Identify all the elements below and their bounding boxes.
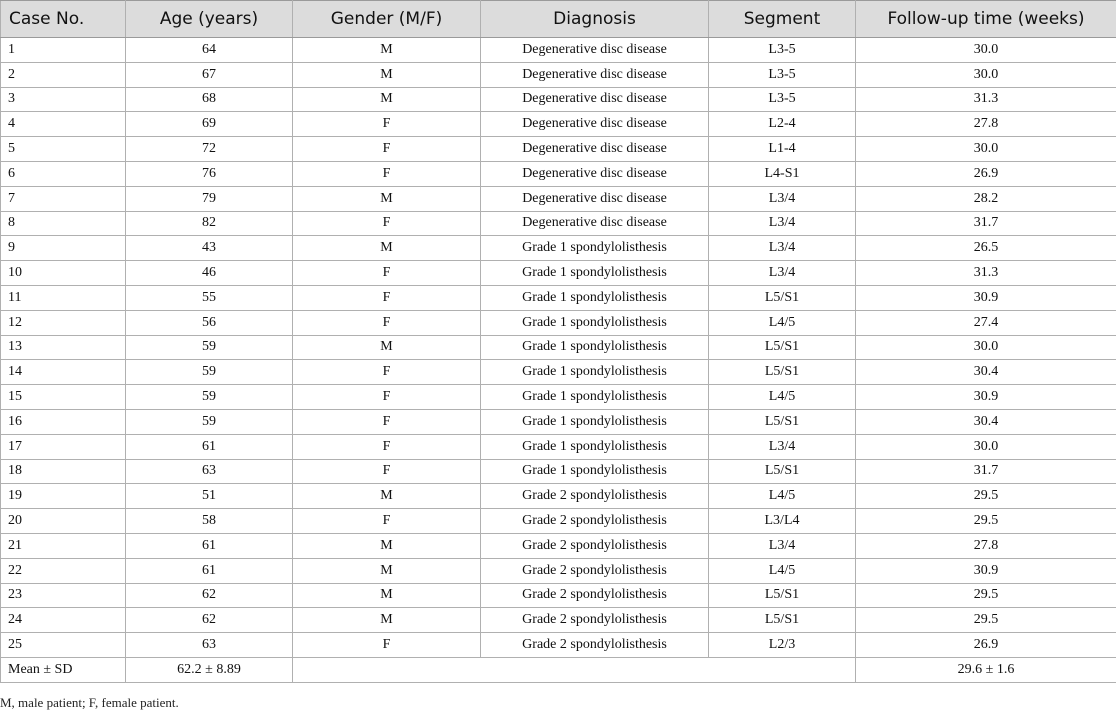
- header-case-no: Case No.: [1, 1, 126, 38]
- cell-followup: 30.4: [856, 360, 1116, 385]
- cell-age: 68: [126, 87, 293, 112]
- cell-followup: 29.5: [856, 509, 1116, 534]
- table-row: [1, 335, 1116, 360]
- cell-age: 69: [126, 112, 293, 137]
- cell-followup: 27.8: [856, 112, 1116, 137]
- cell-case-no: 24: [1, 608, 126, 633]
- cell-segment: L2-4: [709, 112, 856, 137]
- cell-case-no: 20: [1, 509, 126, 534]
- cell-segment: L5/S1: [709, 360, 856, 385]
- header-segment: Segment: [709, 1, 856, 38]
- cell-gender: F: [293, 112, 481, 137]
- cell-gender: F: [293, 459, 481, 484]
- cell-age: 62: [126, 583, 293, 608]
- cell-case-no: 22: [1, 558, 126, 583]
- cell-segment: L4/5: [709, 558, 856, 583]
- cell-gender: F: [293, 434, 481, 459]
- cell-diagnosis: Grade 1 spondylolisthesis: [481, 310, 709, 335]
- cell-diagnosis: Degenerative disc disease: [481, 211, 709, 236]
- cell-case-no: 23: [1, 583, 126, 608]
- cell-segment: L2/3: [709, 633, 856, 658]
- cell-diagnosis: Grade 2 spondylolisthesis: [481, 484, 709, 509]
- cell-segment: L3/4: [709, 186, 856, 211]
- cell-segment: L3-5: [709, 62, 856, 87]
- cell-gender: M: [293, 335, 481, 360]
- cell-age: 55: [126, 285, 293, 310]
- header-age: Age (years): [126, 1, 293, 38]
- cell-diagnosis: Degenerative disc disease: [481, 38, 709, 63]
- cell-followup: 29.5: [856, 608, 1116, 633]
- cell-gender: F: [293, 509, 481, 534]
- cell-followup: 30.4: [856, 409, 1116, 434]
- cell-diagnosis: Grade 2 spondylolisthesis: [481, 558, 709, 583]
- cell-case-no: 10: [1, 261, 126, 286]
- cell-segment: L4/5: [709, 385, 856, 410]
- cell-followup: 30.0: [856, 137, 1116, 162]
- cell-age: 59: [126, 409, 293, 434]
- table-row: [1, 360, 1116, 385]
- cell-age: 72: [126, 137, 293, 162]
- cell-age: 61: [126, 533, 293, 558]
- cell-gender: M: [293, 484, 481, 509]
- cell-followup: 30.0: [856, 38, 1116, 63]
- header-followup: Follow-up time (weeks): [856, 1, 1116, 38]
- summary-empty: [293, 657, 856, 682]
- cell-followup: 30.0: [856, 62, 1116, 87]
- table-row: [1, 186, 1116, 211]
- cell-case-no: 9: [1, 236, 126, 261]
- table-footnote: M, male patient; F, female patient.: [0, 695, 179, 710]
- cell-gender: F: [293, 385, 481, 410]
- cell-diagnosis: Grade 1 spondylolisthesis: [481, 360, 709, 385]
- cell-gender: F: [293, 285, 481, 310]
- cell-age: 76: [126, 161, 293, 186]
- cell-segment: L5/S1: [709, 285, 856, 310]
- cell-followup: 29.5: [856, 484, 1116, 509]
- cell-age: 56: [126, 310, 293, 335]
- cell-followup: 31.3: [856, 87, 1116, 112]
- table-row: [1, 261, 1116, 286]
- cell-segment: L5/S1: [709, 459, 856, 484]
- cell-followup: 30.0: [856, 434, 1116, 459]
- table-row: [1, 112, 1116, 137]
- cell-gender: F: [293, 409, 481, 434]
- cell-gender: M: [293, 236, 481, 261]
- cell-age: 82: [126, 211, 293, 236]
- cell-diagnosis: Grade 2 spondylolisthesis: [481, 633, 709, 658]
- cell-diagnosis: Degenerative disc disease: [481, 161, 709, 186]
- summary-row: [1, 657, 1116, 682]
- cell-diagnosis: Grade 1 spondylolisthesis: [481, 261, 709, 286]
- table-body: [1, 38, 1116, 683]
- cell-age: 59: [126, 385, 293, 410]
- cell-age: 59: [126, 360, 293, 385]
- cell-gender: M: [293, 583, 481, 608]
- cell-gender: M: [293, 38, 481, 63]
- cell-gender: F: [293, 137, 481, 162]
- cell-gender: M: [293, 608, 481, 633]
- cell-gender: F: [293, 211, 481, 236]
- cell-diagnosis: Degenerative disc disease: [481, 62, 709, 87]
- cell-age: 67: [126, 62, 293, 87]
- cell-diagnosis: Grade 2 spondylolisthesis: [481, 608, 709, 633]
- cell-age: 61: [126, 558, 293, 583]
- cell-followup: 31.3: [856, 261, 1116, 286]
- table-row: [1, 161, 1116, 186]
- cell-followup: 29.5: [856, 583, 1116, 608]
- cell-followup: 30.9: [856, 285, 1116, 310]
- cell-case-no: 12: [1, 310, 126, 335]
- cell-case-no: 8: [1, 211, 126, 236]
- cell-segment: L4/5: [709, 310, 856, 335]
- cell-diagnosis: Degenerative disc disease: [481, 112, 709, 137]
- cell-diagnosis: Grade 2 spondylolisthesis: [481, 533, 709, 558]
- cell-followup: 30.9: [856, 385, 1116, 410]
- cell-diagnosis: Grade 2 spondylolisthesis: [481, 583, 709, 608]
- cell-segment: L5/S1: [709, 335, 856, 360]
- cell-case-no: 19: [1, 484, 126, 509]
- cell-followup: 27.8: [856, 533, 1116, 558]
- cell-diagnosis: Degenerative disc disease: [481, 186, 709, 211]
- cell-segment: L3-5: [709, 87, 856, 112]
- cell-segment: L1-4: [709, 137, 856, 162]
- table-row: [1, 87, 1116, 112]
- table-row: [1, 236, 1116, 261]
- cell-case-no: 3: [1, 87, 126, 112]
- table-row: [1, 509, 1116, 534]
- cell-gender: F: [293, 360, 481, 385]
- cell-case-no: 7: [1, 186, 126, 211]
- cell-age: 61: [126, 434, 293, 459]
- cell-gender: M: [293, 87, 481, 112]
- cell-age: 46: [126, 261, 293, 286]
- cell-diagnosis: Grade 1 spondylolisthesis: [481, 285, 709, 310]
- cell-age: 43: [126, 236, 293, 261]
- cell-case-no: 6: [1, 161, 126, 186]
- cell-segment: L5/S1: [709, 608, 856, 633]
- cell-case-no: 14: [1, 360, 126, 385]
- cell-case-no: 18: [1, 459, 126, 484]
- table-row: [1, 62, 1116, 87]
- cell-gender: M: [293, 558, 481, 583]
- cell-gender: F: [293, 261, 481, 286]
- cell-followup: 30.9: [856, 558, 1116, 583]
- cell-gender: F: [293, 161, 481, 186]
- cell-case-no: 16: [1, 409, 126, 434]
- cell-diagnosis: Grade 1 spondylolisthesis: [481, 409, 709, 434]
- cell-followup: 26.9: [856, 633, 1116, 658]
- cell-case-no: 17: [1, 434, 126, 459]
- header-gender: Gender (M/F): [293, 1, 481, 38]
- cell-case-no: 21: [1, 533, 126, 558]
- cell-case-no: 5: [1, 137, 126, 162]
- table-row: [1, 484, 1116, 509]
- cell-segment: L3/4: [709, 434, 856, 459]
- cell-segment: L3-5: [709, 38, 856, 63]
- cell-segment: L3/4: [709, 533, 856, 558]
- table-row: [1, 409, 1116, 434]
- cell-age: 64: [126, 38, 293, 63]
- table-row: [1, 38, 1116, 63]
- cell-diagnosis: Grade 1 spondylolisthesis: [481, 236, 709, 261]
- cell-diagnosis: Degenerative disc disease: [481, 137, 709, 162]
- cell-segment: L4/5: [709, 484, 856, 509]
- table-row: [1, 583, 1116, 608]
- cell-case-no: 1: [1, 38, 126, 63]
- table-row: [1, 558, 1116, 583]
- cell-gender: M: [293, 62, 481, 87]
- cell-gender: F: [293, 310, 481, 335]
- cell-segment: L3/L4: [709, 509, 856, 534]
- cell-followup: 30.0: [856, 335, 1116, 360]
- table-row: [1, 385, 1116, 410]
- cell-segment: L3/4: [709, 261, 856, 286]
- cell-followup: 27.4: [856, 310, 1116, 335]
- cell-segment: L5/S1: [709, 409, 856, 434]
- cell-age: 79: [126, 186, 293, 211]
- table-row: [1, 533, 1116, 558]
- cell-case-no: 15: [1, 385, 126, 410]
- table-row: [1, 459, 1116, 484]
- cell-gender: F: [293, 633, 481, 658]
- cell-age: 63: [126, 459, 293, 484]
- cell-diagnosis: Degenerative disc disease: [481, 87, 709, 112]
- cell-age: 62: [126, 608, 293, 633]
- cell-followup: 31.7: [856, 211, 1116, 236]
- cell-age: 58: [126, 509, 293, 534]
- cell-age: 51: [126, 484, 293, 509]
- header-diagnosis: Diagnosis: [481, 1, 709, 38]
- cell-diagnosis: Grade 1 spondylolisthesis: [481, 335, 709, 360]
- cell-segment: L3/4: [709, 211, 856, 236]
- cell-diagnosis: Grade 2 spondylolisthesis: [481, 509, 709, 534]
- cell-diagnosis: Grade 1 spondylolisthesis: [481, 385, 709, 410]
- table-row: [1, 608, 1116, 633]
- cell-gender: M: [293, 186, 481, 211]
- table-row: [1, 434, 1116, 459]
- cell-segment: L3/4: [709, 236, 856, 261]
- cell-followup: 26.9: [856, 161, 1116, 186]
- cell-diagnosis: Grade 1 spondylolisthesis: [481, 434, 709, 459]
- cell-followup: 26.5: [856, 236, 1116, 261]
- table-row: [1, 137, 1116, 162]
- cell-segment: L4-S1: [709, 161, 856, 186]
- summary-followup: 29.6 ± 1.6: [856, 657, 1116, 682]
- cell-gender: M: [293, 533, 481, 558]
- cell-case-no: 2: [1, 62, 126, 87]
- table-row: [1, 211, 1116, 236]
- summary-age: 62.2 ± 8.89: [126, 657, 293, 682]
- cell-case-no: 13: [1, 335, 126, 360]
- cell-case-no: 4: [1, 112, 126, 137]
- table-row: [1, 310, 1116, 335]
- cell-age: 63: [126, 633, 293, 658]
- cell-case-no: 11: [1, 285, 126, 310]
- cell-diagnosis: Grade 1 spondylolisthesis: [481, 459, 709, 484]
- cell-age: 59: [126, 335, 293, 360]
- table-header-row: [1, 1, 1116, 38]
- cell-followup: 28.2: [856, 186, 1116, 211]
- summary-label: Mean ± SD: [1, 657, 126, 682]
- table-row: [1, 285, 1116, 310]
- cell-case-no: 25: [1, 633, 126, 658]
- cell-followup: 31.7: [856, 459, 1116, 484]
- cell-segment: L5/S1: [709, 583, 856, 608]
- table-row: [1, 633, 1116, 658]
